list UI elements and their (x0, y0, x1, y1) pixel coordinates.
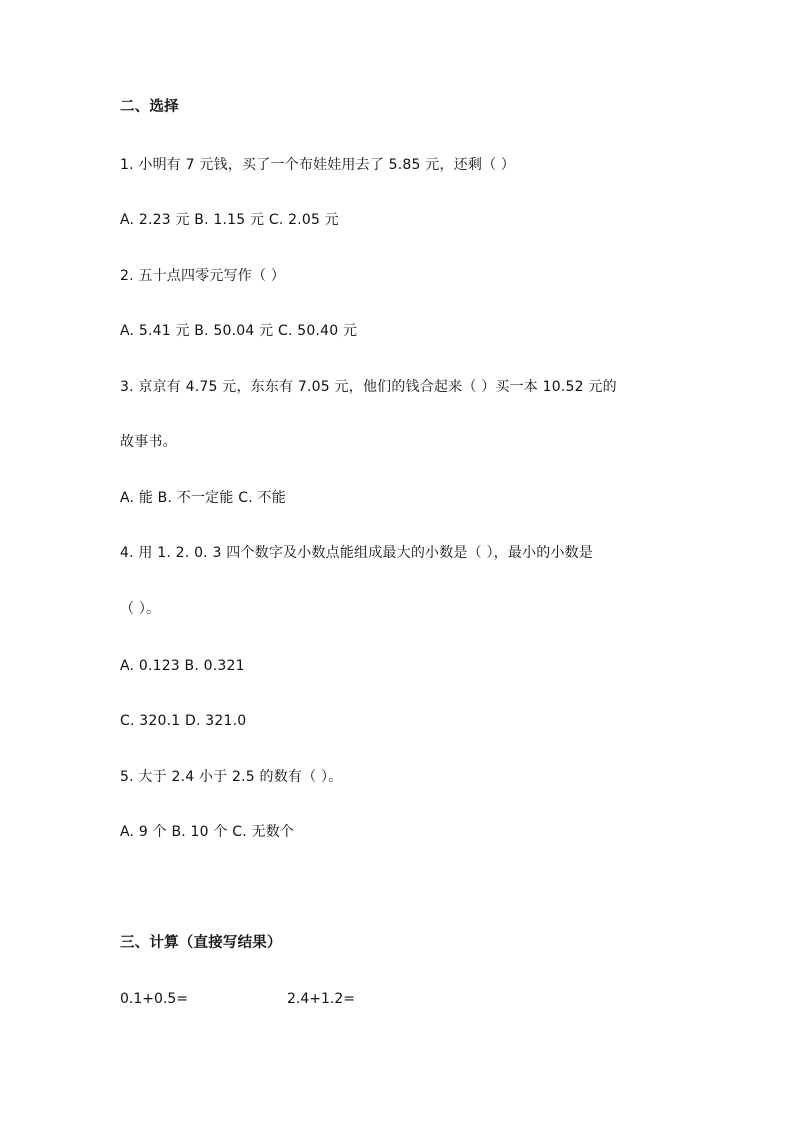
calc-problem-2: 2.4+1.2= (287, 991, 355, 1007)
question-4-options-ab: A. 0.123 B. 0.321 (120, 658, 245, 674)
question-3-options: A. 能 B. 不一定能 C. 不能 (120, 490, 286, 506)
question-3-text-cont: 故事书。 (120, 434, 177, 450)
section-heading-choice: 二、选择 (120, 99, 179, 115)
question-2-options: A. 5.41 元 B. 50.04 元 C. 50.40 元 (120, 323, 358, 339)
question-4-options-cd: C. 320.1 D. 321.0 (120, 713, 247, 729)
question-4-text: 4. 用 1. 2. 0. 3 四个数字及小数点能组成最大的小数是（ ），最小的小数是 (120, 545, 594, 561)
question-5-options: A. 9 个 B. 10 个 C. 无数个 (120, 824, 295, 840)
question-4-text-cont: （ ）。 (120, 601, 161, 617)
question-2-text: 2. 五十点四零元写作（ ） (120, 268, 286, 284)
question-3-text: 3. 京京有 4.75 元，东东有 7.05 元，他们的钱合起来（ ）买一本 10.52 元的 (120, 379, 617, 395)
question-5-text: 5. 大于 2.4 小于 2.5 的数有（ ）。 (120, 769, 343, 785)
question-1-text: 1. 小明有 7 元钱，买了一个布娃娃用去了 5.85 元，还剩（ ） (120, 157, 516, 173)
calculation-row (120, 990, 540, 1008)
question-1-options: A. 2.23 元 B. 1.15 元 C. 2.05 元 (120, 212, 339, 228)
section-heading-calculation: 三、计算（直接写结果） (120, 935, 282, 951)
calc-problem-1: 0.1+0.5= (120, 991, 188, 1007)
